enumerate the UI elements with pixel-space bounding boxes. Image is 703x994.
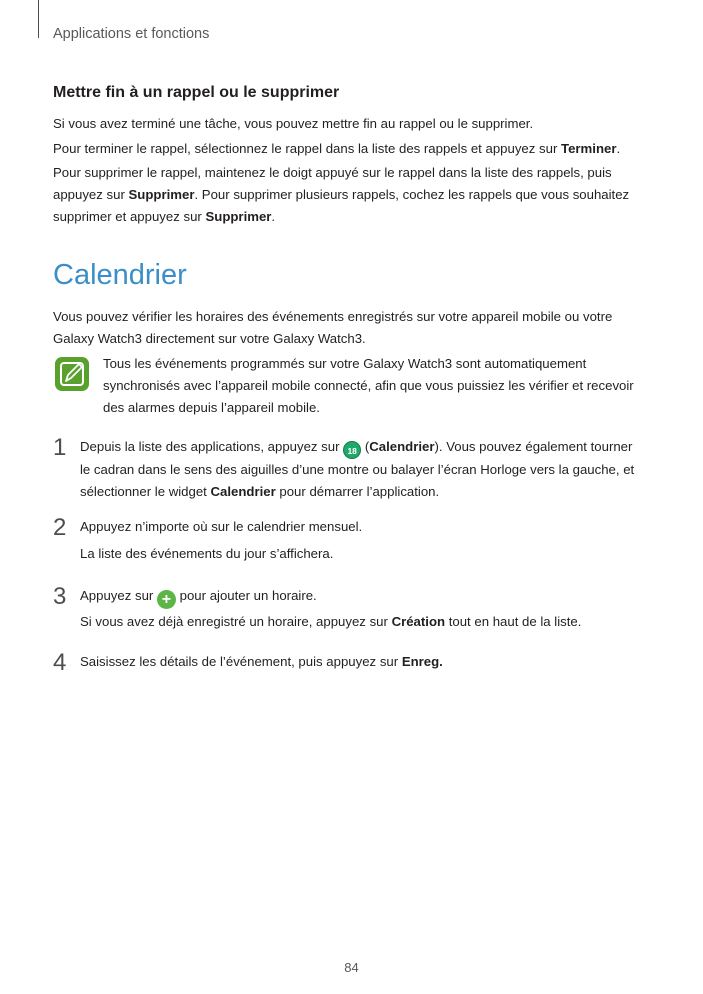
- reminder-paragraph-3: Pour supprimer le rappel, maintenez le doigt appuyé sur le rappel dans la liste des rappels, puis appuyez sur Supprimer. Pour supprimer plusieurs rappels, cochez les rappels que vous souhaitez supprimer et appuyez sur Supprimer.: [53, 165, 630, 224]
- note-text: Tous les événements programmés sur votre Galaxy Watch3 sont automatiquement synchronisés avec l’appareil mobile connecté, afin que vous puissiez les vérifier et recevoir des alarmes depuis l’appareil mobile.: [103, 356, 634, 415]
- reminder-paragraph-1: Si vous avez terminé une tâche, vous pouvez mettre fin au rappel ou le supprimer.: [53, 116, 534, 131]
- calendar-app-icon: 18: [343, 441, 361, 459]
- header-rule: [38, 0, 39, 38]
- calendar-section-title: Calendrier: [53, 259, 187, 291]
- note-pencil-icon: [55, 357, 89, 391]
- step-4-text: Saisissez les détails de l’événement, puis appuyez sur Enreg.: [80, 654, 443, 669]
- page-number: 84: [344, 960, 359, 975]
- step-2-line-1: Appuyez n’importe où sur le calendrier mensuel.: [80, 519, 363, 534]
- step-2-line-2: La liste des événements du jour s’affichera.: [80, 546, 334, 561]
- step-2-number: 2: [53, 514, 67, 541]
- step-4-number: 4: [53, 649, 67, 676]
- reminder-section-title: Mettre fin à un rappel ou le supprimer: [53, 84, 340, 101]
- reminder-paragraph-2: Pour terminer le rappel, sélectionnez le rappel dans la liste des rappels et appuyez sur Terminer.: [53, 141, 621, 156]
- step-1-number: 1: [53, 434, 67, 461]
- add-plus-icon: +: [157, 590, 176, 609]
- step-3-line-2: Si vous avez déjà enregistré un horaire, appuyez sur Création tout en haut de la liste.: [80, 614, 582, 629]
- calendar-intro: Vous pouvez vérifier les horaires des événements enregistrés sur votre appareil mobile ou votre Galaxy Watch3 directement sur votre Galaxy Watch3.: [53, 309, 613, 346]
- running-header: Applications et fonctions: [53, 26, 210, 42]
- step-3-number: 3: [53, 583, 67, 610]
- step-3-line-1: Appuyez sur + pour ajouter un horaire.: [80, 588, 317, 608]
- step-1-text: Depuis la liste des applications, appuyez sur 18 (Calendrier). Vous pouvez également tourner le cadran dans le sens des aiguilles d’une montre ou balayer l’écran Horloge vers la gauche, et sélectionner le widget Calendrier pour démarrer l’application.: [80, 439, 635, 499]
